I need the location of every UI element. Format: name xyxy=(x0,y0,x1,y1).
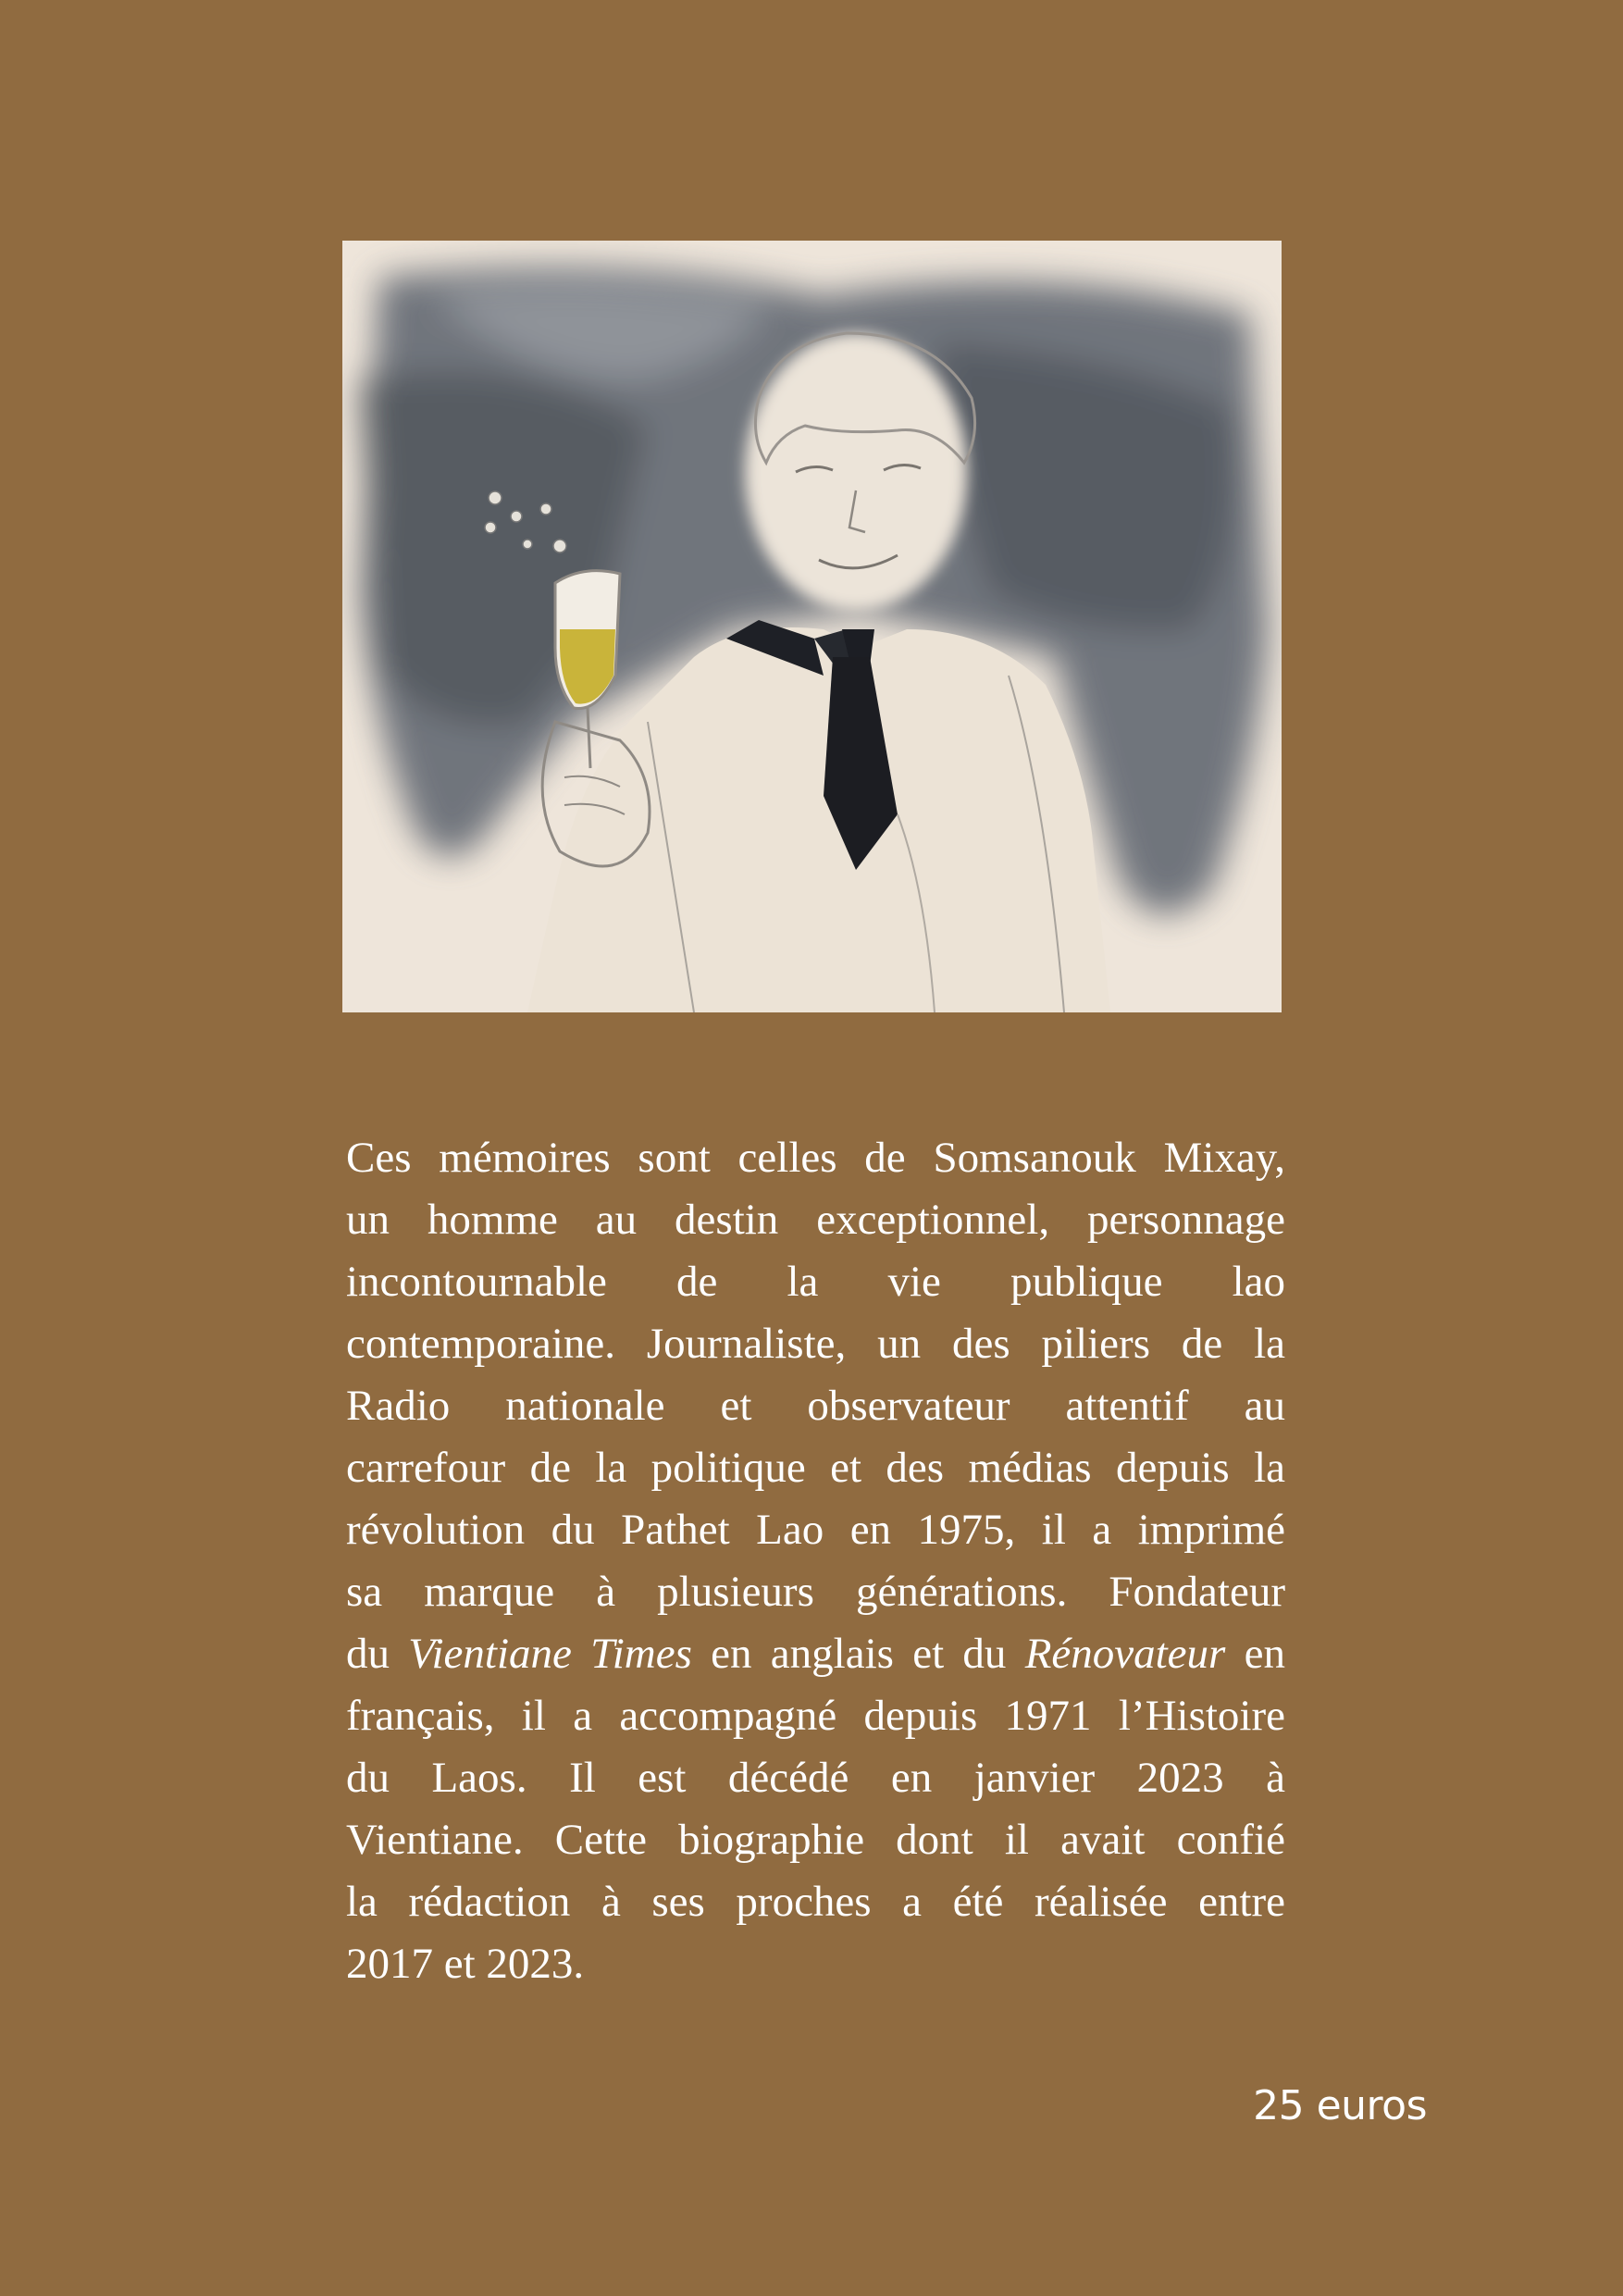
description-line: un homme au destin exceptionnel, personnage xyxy=(346,1196,1285,1244)
description-line: Radio nationale et observateur attentif au xyxy=(346,1382,1285,1430)
line-middle: en anglais et du xyxy=(691,1630,1025,1678)
newspaper-title-renovateur: Rénovateur xyxy=(1024,1630,1226,1678)
description-line: 2017 et 2023. xyxy=(346,1940,585,1988)
description-line: contemporaine. Journaliste, un des piliers de la xyxy=(346,1320,1285,1368)
description-line: du Laos. Il est décédé en janvier 2023 à xyxy=(346,1754,1285,1802)
description-line: carrefour de la politique et des médias depuis la xyxy=(346,1444,1285,1492)
book-description xyxy=(346,1127,1285,1995)
newspaper-title-vientiane-times: Vientiane Times xyxy=(408,1630,692,1678)
line-suffix: en xyxy=(1225,1630,1285,1678)
description-line: sa marque à plusieurs générations. Fondateur xyxy=(346,1568,1285,1616)
portrait-illustration xyxy=(342,241,1282,1012)
description-line: incontournable de la vie publique lao xyxy=(346,1258,1285,1306)
description-line: Vientiane. Cette biographie dont il avait confié xyxy=(346,1816,1285,1864)
price-label: 25 euros xyxy=(1253,2082,1427,2129)
description-line: français, il a accompagné depuis 1971 l’Histoire xyxy=(346,1692,1285,1740)
description-line-with-titles xyxy=(346,1623,1285,1685)
line-prefix: du xyxy=(346,1630,409,1678)
description-line: Ces mémoires sont celles de Somsanouk Mixay, xyxy=(346,1134,1285,1182)
watercolor-portrait-icon xyxy=(342,241,1282,1012)
description-line: la rédaction à ses proches a été réalisée entre xyxy=(346,1878,1285,1926)
description-line: révolution du Pathet Lao en 1975, il a imprimé xyxy=(346,1506,1285,1554)
